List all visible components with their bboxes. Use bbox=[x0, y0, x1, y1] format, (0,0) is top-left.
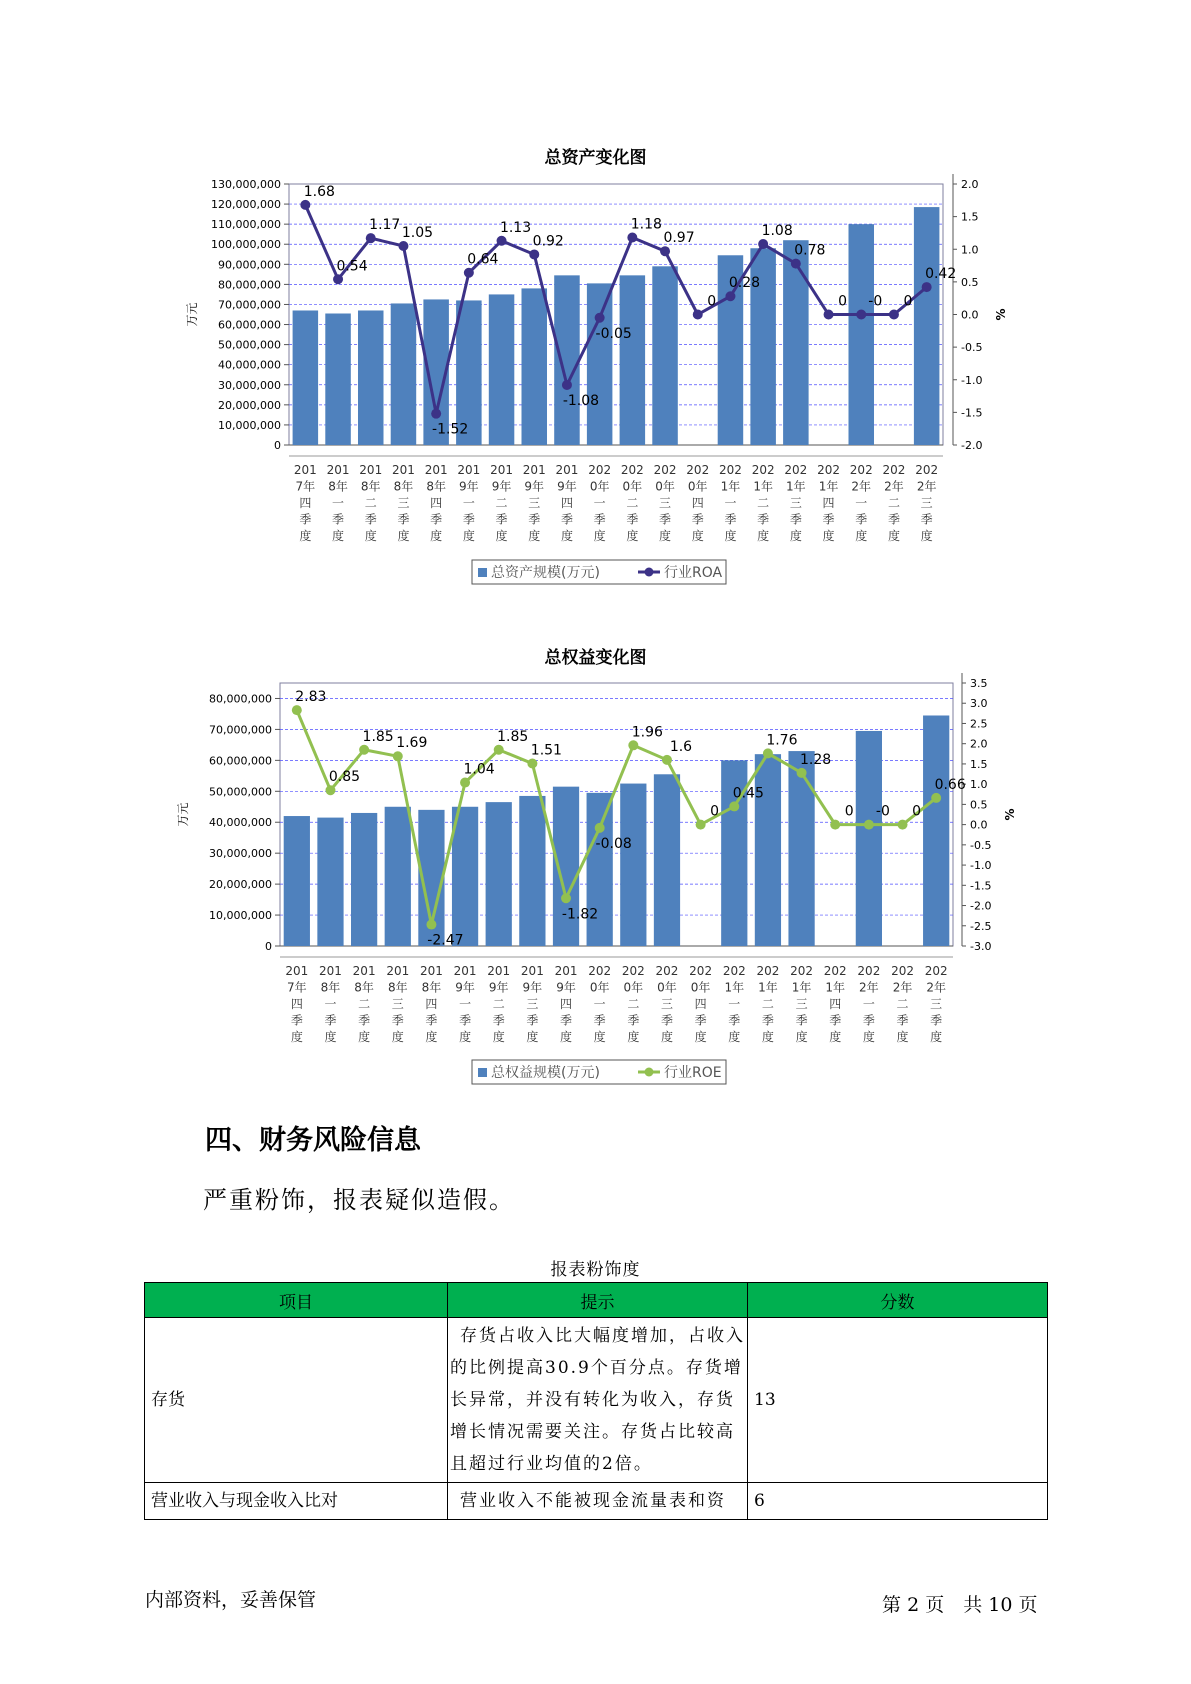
legend-label-bar: 总权益规模(万元) bbox=[491, 1065, 600, 1081]
series-point bbox=[529, 249, 539, 259]
section-heading: 四、财务风险信息 bbox=[205, 1125, 421, 1156]
data-label: 1.85 bbox=[497, 728, 529, 745]
row-hint: 营业收入不能被现金流量表和资 bbox=[448, 1483, 748, 1520]
y2-tick-label: -2.0 bbox=[961, 439, 983, 452]
y-tick-label: 10,000,000 bbox=[218, 418, 281, 432]
x-tick-label: 201 8年三季度 bbox=[386, 964, 410, 1044]
legend-label-bar: 总资产规模(万元) bbox=[491, 565, 600, 581]
series-point bbox=[856, 310, 866, 320]
x-tick-label: 201 8年二季度 bbox=[359, 463, 383, 543]
series-point bbox=[898, 820, 908, 830]
bar bbox=[620, 784, 646, 946]
x-tick-label: 201 9年二季度 bbox=[487, 964, 511, 1044]
series-point bbox=[292, 705, 302, 715]
bar bbox=[923, 715, 949, 946]
x-tick-label: 202 1年四季度 bbox=[817, 463, 841, 543]
data-label: 0.92 bbox=[532, 233, 564, 250]
x-tick-label: 202 0年二季度 bbox=[620, 463, 644, 543]
row-hint: 存货占收入比大幅度增加，占收入的比例提高30.9个百分点。存货增长异常，并没有转化为收入，存货增长情况需要关注。存货占比较高且超过行业均值的2倍。 bbox=[448, 1318, 748, 1483]
series-point bbox=[922, 282, 932, 292]
x-tick-label: 202 1年一季度 bbox=[722, 964, 746, 1044]
data-label: 0 bbox=[838, 293, 848, 310]
data-label: 0 bbox=[707, 293, 717, 310]
row-score: 13 bbox=[748, 1318, 1048, 1483]
data-label: 1.17 bbox=[369, 217, 401, 234]
x-tick-label: 201 9年四季度 bbox=[554, 964, 578, 1044]
x-tick-label: 201 7年四季度 bbox=[285, 964, 309, 1044]
bar bbox=[587, 283, 613, 445]
x-tick-label: 202 1年四季度 bbox=[823, 964, 847, 1044]
y-tick-label: 100,000,000 bbox=[211, 238, 281, 252]
footer-page-number bbox=[882, 1590, 1038, 1617]
y2-tick-label: 0.0 bbox=[970, 818, 988, 832]
bar bbox=[391, 303, 417, 445]
x-tick-label: 201 8年四季度 bbox=[424, 463, 448, 543]
data-label: 1.28 bbox=[799, 751, 832, 768]
legend-swatch-marker bbox=[645, 568, 654, 577]
y2-tick-label: 2.5 bbox=[970, 717, 988, 731]
series-point bbox=[333, 274, 343, 284]
page-prefix: 第 bbox=[882, 1594, 902, 1616]
series-point bbox=[758, 239, 768, 249]
chart-title-total-assets: 总资产变化图 bbox=[544, 148, 647, 168]
row-score: 6 bbox=[748, 1483, 1048, 1520]
series-point bbox=[763, 748, 773, 758]
y2-tick-label: 1.5 bbox=[961, 210, 979, 224]
x-tick-label: 202 2年一季度 bbox=[849, 463, 873, 543]
y-tick-label: 50,000,000 bbox=[209, 785, 272, 799]
x-tick-label: 201 9年四季度 bbox=[555, 463, 579, 543]
data-label: -1.52 bbox=[432, 421, 469, 438]
x-tick-label: 202 1年二季度 bbox=[756, 964, 780, 1044]
y-tick-label: 80,000,000 bbox=[209, 692, 272, 706]
series-point bbox=[325, 785, 335, 795]
data-label: 1.68 bbox=[303, 183, 335, 200]
series-point bbox=[366, 233, 376, 243]
y2-tick-label: 0.5 bbox=[961, 275, 979, 289]
bar bbox=[856, 731, 882, 946]
data-label: 0 bbox=[912, 803, 921, 820]
y2-tick-label: 3.5 bbox=[970, 677, 988, 690]
data-label: 0.42 bbox=[925, 266, 957, 283]
page-current: 2 bbox=[907, 1594, 920, 1616]
y-tick-label: 20,000,000 bbox=[209, 878, 272, 892]
x-tick-label: 201 9年一季度 bbox=[457, 463, 481, 543]
series-point bbox=[830, 820, 840, 830]
data-label: 1.85 bbox=[362, 728, 394, 745]
y-tick-label: 40,000,000 bbox=[209, 816, 272, 830]
x-tick-label: 202 2年三季度 bbox=[924, 964, 948, 1044]
bar bbox=[652, 266, 678, 445]
row-item: 营业收入与现金收入比对 bbox=[145, 1483, 448, 1520]
y2-tick-label: -1.5 bbox=[961, 406, 983, 420]
bar bbox=[358, 310, 384, 445]
data-label: -2.47 bbox=[427, 932, 464, 949]
bar bbox=[325, 313, 351, 445]
bar bbox=[620, 275, 646, 445]
column-header-hint: 提示 bbox=[448, 1283, 748, 1318]
bar bbox=[385, 807, 411, 946]
y2-tick-label: -0.5 bbox=[970, 838, 992, 852]
y-tick-label: 50,000,000 bbox=[218, 338, 281, 352]
series-point bbox=[696, 820, 706, 830]
x-tick-label: 202 0年一季度 bbox=[588, 964, 612, 1044]
y-tick-label: 0 bbox=[265, 940, 272, 953]
y2-tick-label: -3.0 bbox=[970, 940, 992, 953]
y2-axis-title: % bbox=[994, 308, 1008, 321]
series-point bbox=[460, 778, 470, 788]
bar bbox=[317, 818, 343, 946]
column-header-score: 分数 bbox=[748, 1283, 1048, 1318]
bar bbox=[489, 294, 515, 445]
y-tick-label: 0 bbox=[274, 439, 281, 452]
table-row bbox=[145, 1318, 1048, 1483]
x-tick-label: 201 8年二季度 bbox=[352, 964, 376, 1044]
y-tick-label: 10,000,000 bbox=[209, 909, 272, 923]
data-label: 1.69 bbox=[396, 735, 428, 752]
table-caption: 报表粉饰度 bbox=[550, 1260, 641, 1280]
y2-tick-label: -1.5 bbox=[970, 879, 992, 893]
bar bbox=[654, 774, 680, 946]
y-tick-label: 130,000,000 bbox=[211, 178, 281, 191]
y-tick-label: 110,000,000 bbox=[211, 218, 281, 232]
y-tick-label: 20,000,000 bbox=[218, 398, 281, 412]
data-label: 0.97 bbox=[663, 230, 695, 247]
y2-tick-label: -1.0 bbox=[961, 373, 983, 387]
series-point bbox=[662, 755, 672, 765]
data-label: -1.08 bbox=[562, 392, 600, 409]
risk-summary: 严重粉饰，报表疑似造假。 bbox=[203, 1186, 515, 1214]
x-tick-label: 201 8年四季度 bbox=[419, 964, 443, 1044]
legend-swatch-bar bbox=[478, 1068, 487, 1077]
bar bbox=[914, 207, 940, 445]
x-tick-label: 202 0年一季度 bbox=[588, 463, 612, 543]
y-tick-label: 70,000,000 bbox=[209, 723, 272, 737]
series-point bbox=[931, 793, 941, 803]
y-axis-title: 万元 bbox=[185, 302, 199, 327]
total-equity-chart bbox=[0, 670, 1191, 1110]
series-point bbox=[627, 233, 637, 243]
x-tick-label: 202 0年二季度 bbox=[621, 964, 645, 1044]
series-point bbox=[824, 310, 834, 320]
x-tick-label: 202 2年二季度 bbox=[882, 463, 906, 543]
page-total: 10 bbox=[988, 1594, 1013, 1616]
data-label: 2.83 bbox=[295, 689, 327, 706]
data-label: -0.05 bbox=[595, 325, 632, 342]
legend-label-line: 行业ROE bbox=[664, 1065, 722, 1081]
series-point bbox=[426, 920, 436, 930]
series-point bbox=[562, 380, 572, 390]
y-tick-label: 70,000,000 bbox=[218, 298, 281, 312]
series-point bbox=[595, 313, 605, 323]
bar bbox=[554, 275, 580, 445]
series-point bbox=[464, 268, 474, 278]
data-label: 1.13 bbox=[499, 219, 532, 236]
y2-tick-label: 1.0 bbox=[970, 778, 988, 792]
y-tick-label: 90,000,000 bbox=[218, 258, 281, 272]
data-label: 0 bbox=[710, 803, 720, 820]
y2-tick-label: 0.5 bbox=[970, 798, 988, 812]
y2-tick-label: -0.5 bbox=[961, 341, 983, 355]
bar bbox=[519, 796, 545, 946]
table-row bbox=[145, 1483, 1048, 1520]
y2-tick-label: 2.0 bbox=[970, 737, 988, 751]
y2-tick-label: 3.0 bbox=[970, 697, 988, 711]
series-point bbox=[725, 291, 735, 301]
bar bbox=[783, 240, 809, 445]
series-point bbox=[561, 893, 571, 903]
data-label: 0.66 bbox=[934, 776, 966, 793]
data-label: -0 bbox=[875, 803, 890, 820]
series-point bbox=[595, 823, 605, 833]
page-mid: 页 共 bbox=[925, 1594, 983, 1616]
data-label: -0.08 bbox=[595, 835, 632, 852]
x-tick-label: 202 2年一季度 bbox=[857, 964, 881, 1044]
x-tick-label: 201 9年二季度 bbox=[490, 463, 514, 543]
y2-axis-title: % bbox=[1003, 808, 1017, 821]
x-tick-label: 202 0年三季度 bbox=[653, 463, 677, 543]
y2-tick-label: 2.0 bbox=[961, 178, 979, 191]
y-tick-label: 80,000,000 bbox=[218, 278, 281, 292]
legend-swatch-bar bbox=[478, 568, 487, 577]
bar bbox=[284, 816, 310, 946]
data-label: 0.85 bbox=[328, 769, 361, 786]
x-tick-label: 202 1年三季度 bbox=[784, 463, 808, 543]
data-label: 1.04 bbox=[463, 761, 495, 778]
data-label: 0 bbox=[903, 293, 913, 310]
footer-confidential-note: 内部资料，妥善保管 bbox=[145, 1589, 317, 1611]
series-point bbox=[864, 820, 874, 830]
series-point bbox=[431, 409, 441, 419]
bar bbox=[788, 751, 814, 946]
series-point bbox=[693, 310, 703, 320]
data-label: 0.45 bbox=[732, 785, 764, 802]
data-label: -1.82 bbox=[561, 906, 599, 923]
series-point bbox=[494, 745, 504, 755]
x-tick-label: 201 8年三季度 bbox=[391, 463, 415, 543]
x-tick-label: 201 8年一季度 bbox=[319, 964, 342, 1044]
bar bbox=[755, 754, 781, 946]
x-tick-label: 202 1年二季度 bbox=[751, 463, 775, 543]
data-label: 0.54 bbox=[336, 258, 368, 275]
series-point bbox=[797, 768, 807, 778]
bar bbox=[351, 813, 377, 946]
x-tick-label: 201 9年三季度 bbox=[520, 964, 544, 1044]
y-tick-label: 30,000,000 bbox=[209, 847, 272, 861]
data-label: 1.08 bbox=[761, 223, 793, 240]
chart-title-total-equity: 总权益变化图 bbox=[544, 648, 647, 668]
x-tick-label: 202 2年三季度 bbox=[915, 463, 939, 543]
y-tick-label: 60,000,000 bbox=[218, 318, 281, 332]
bar bbox=[486, 802, 512, 946]
x-tick-label: 202 0年四季度 bbox=[689, 964, 713, 1044]
bar bbox=[587, 793, 613, 946]
x-tick-label: 202 0年三季度 bbox=[655, 964, 679, 1044]
data-label: 1.6 bbox=[669, 738, 693, 755]
series-point bbox=[497, 236, 507, 246]
series-point bbox=[527, 759, 537, 769]
x-tick-label: 202 2年二季度 bbox=[891, 964, 914, 1044]
series-point bbox=[791, 259, 801, 269]
series-point bbox=[660, 246, 670, 256]
data-label: 1.05 bbox=[401, 224, 434, 241]
y2-tick-label: 0.0 bbox=[961, 308, 979, 322]
series-point bbox=[398, 241, 408, 251]
y2-tick-label: -2.5 bbox=[970, 919, 992, 933]
bar bbox=[848, 224, 874, 445]
series-point bbox=[889, 310, 899, 320]
series-point bbox=[729, 801, 739, 811]
column-header-item: 项目 bbox=[145, 1283, 448, 1318]
bar bbox=[521, 288, 547, 445]
x-tick-label: 201 8年一季度 bbox=[326, 463, 350, 543]
x-tick-label: 201 9年三季度 bbox=[522, 463, 546, 543]
x-tick-label: 202 1年三季度 bbox=[790, 964, 814, 1044]
y-tick-label: 40,000,000 bbox=[218, 358, 281, 372]
data-label: 0 bbox=[844, 803, 854, 820]
y-axis-title: 万元 bbox=[176, 802, 190, 827]
x-tick-label: 202 1年一季度 bbox=[718, 463, 742, 543]
x-tick-label: 202 0年四季度 bbox=[686, 463, 710, 543]
y2-tick-label: 1.0 bbox=[961, 243, 979, 257]
y2-tick-label: -1.0 bbox=[970, 859, 992, 873]
data-label: 0.28 bbox=[728, 275, 761, 292]
y-tick-label: 30,000,000 bbox=[218, 378, 281, 392]
page-suffix: 页 bbox=[1018, 1594, 1038, 1616]
data-label: 0.64 bbox=[467, 251, 499, 268]
series-point bbox=[628, 740, 638, 750]
data-label: 0.78 bbox=[794, 242, 826, 259]
series-point bbox=[359, 745, 369, 755]
row-item: 存货 bbox=[145, 1318, 448, 1483]
data-label: -0 bbox=[868, 293, 883, 310]
bar bbox=[293, 310, 319, 445]
y2-tick-label: 1.5 bbox=[970, 757, 988, 771]
y-tick-label: 60,000,000 bbox=[209, 754, 272, 768]
y-tick-label: 120,000,000 bbox=[211, 198, 281, 212]
y2-tick-label: -2.0 bbox=[970, 899, 992, 913]
data-label: 1.96 bbox=[631, 724, 663, 741]
series-point bbox=[300, 200, 310, 210]
legend-swatch-marker bbox=[645, 1068, 654, 1077]
data-label: 1.18 bbox=[630, 216, 662, 233]
data-label: 1.76 bbox=[766, 732, 798, 749]
data-label: 1.51 bbox=[530, 742, 562, 759]
x-tick-label: 201 9年一季度 bbox=[453, 964, 477, 1044]
table-header-row bbox=[145, 1283, 1048, 1318]
total-assets-chart bbox=[0, 170, 1191, 610]
series-point bbox=[393, 751, 403, 761]
legend-label-line: 行业ROA bbox=[664, 565, 723, 581]
risk-table bbox=[144, 1282, 1048, 1520]
x-tick-label: 201 7年四季度 bbox=[293, 463, 317, 543]
